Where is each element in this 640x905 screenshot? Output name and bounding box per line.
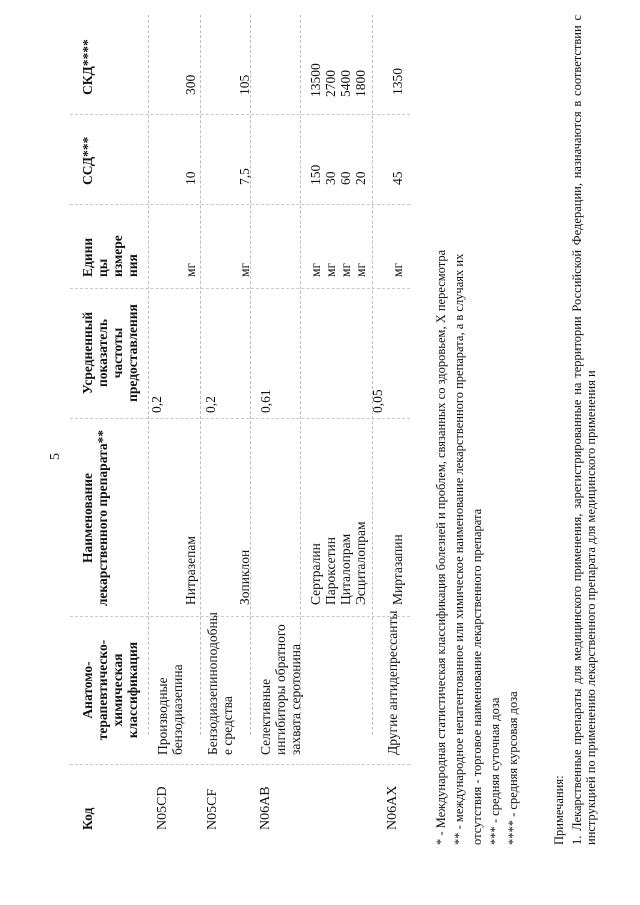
row-atc: Производные бензодиазепина xyxy=(155,664,185,755)
drug-skd: 105 xyxy=(237,74,252,95)
header-rule xyxy=(148,15,149,735)
drug-ssd: 10 xyxy=(183,171,198,185)
footnote: **** - средняя курсовая доза xyxy=(506,691,520,845)
page-number: 5 xyxy=(48,453,63,460)
header-ssd: ССД*** xyxy=(80,136,95,185)
drug-ssd-list xyxy=(308,165,368,185)
drug-ssd: 150 xyxy=(308,164,323,185)
footnotes xyxy=(432,250,522,845)
column-rule xyxy=(70,616,410,617)
row-frequency: 0,2 xyxy=(149,396,164,413)
notes-title: Примечания: xyxy=(552,775,566,845)
drug-unit: мг xyxy=(237,262,252,277)
footnote: *** - средняя суточная доза xyxy=(488,697,502,845)
drug-unit: мг xyxy=(338,262,353,277)
drug-name: Пароксетин xyxy=(323,537,338,605)
row-code: N06AX xyxy=(385,785,400,830)
row-atc: Бензодиазепиноподобны е средства xyxy=(205,612,235,755)
row-frequency: 0,2 xyxy=(203,396,218,413)
drug-ssd: 7,5 xyxy=(237,168,252,185)
row-frequency: 0,61 xyxy=(258,389,273,413)
drug-skd-list xyxy=(308,63,368,97)
column-rule xyxy=(70,418,410,419)
header-atc: Анатомо- терапевтическо- химическая классификация xyxy=(80,639,140,741)
row-rule xyxy=(250,15,251,735)
row-code: N05CD xyxy=(155,786,170,830)
header-unit: Едини цы измере ния xyxy=(80,235,140,277)
footnote: ** - международное непатентованное или химическое наименование лекарственного препарата, а в случаях их xyxy=(452,253,466,845)
drug-skd: 2700 xyxy=(323,70,338,97)
drug-name: Циталопрам xyxy=(338,533,353,605)
drug-unit: мг xyxy=(353,262,368,277)
drug-skd: 1800 xyxy=(353,70,368,97)
drug-ssd: 45 xyxy=(390,171,405,185)
drug-skd: 1350 xyxy=(390,68,405,95)
header-frequency: Усредненный показатель частоты предоставления xyxy=(80,304,140,402)
notes-text: 1. Лекарственные препараты для медицинского применения, зарегистрированные на территории Российской Федерации, назначаются в соответствии с инструкцией по применению лекарственного препарата для медицинского применения и xyxy=(570,15,598,845)
drug-ssd: 30 xyxy=(323,171,338,185)
header-code: Код xyxy=(80,807,95,830)
drug-name: Нитразепам xyxy=(183,536,198,605)
drug-unit: мг xyxy=(390,262,405,277)
drug-skd: 13500 xyxy=(308,63,323,97)
row-atc: Селективные ингибиторы обратного захвата серотонина xyxy=(258,624,303,755)
footnote: отсутствия - торговое наименование лекарственного препарата xyxy=(470,508,484,845)
row-code: N05CF xyxy=(205,788,220,830)
header-skd: СКД**** xyxy=(80,39,95,95)
drug-ssd: 60 xyxy=(338,171,353,185)
row-rule xyxy=(200,15,201,735)
drug-unit: мг xyxy=(323,262,338,277)
footnote: * - Международная статистическая классификация болезней и проблем, связанных со здоровьем, X пересмотра xyxy=(434,249,448,845)
drug-name: Зопиклон xyxy=(237,549,252,605)
row-rule xyxy=(372,15,373,735)
drug-unit: мг xyxy=(183,262,198,277)
drug-unit-list xyxy=(308,263,368,277)
drug-name-list xyxy=(308,521,368,605)
drug-ssd: 20 xyxy=(353,171,368,185)
header-drug: Наименование лекарственного препарата** xyxy=(80,429,110,607)
drug-name: Эсциталопрам xyxy=(353,521,368,605)
column-rule xyxy=(70,204,410,205)
row-frequency: 0,05 xyxy=(370,389,385,413)
drug-name: Миртазапин xyxy=(390,534,405,605)
drug-name: Сертралин xyxy=(308,543,323,605)
column-rule xyxy=(70,764,410,765)
row-code: N06AB xyxy=(258,786,273,830)
drug-unit: мг xyxy=(308,262,323,277)
drug-skd: 5400 xyxy=(338,70,353,97)
column-rule xyxy=(70,114,410,115)
drug-skd: 300 xyxy=(183,74,198,95)
row-atc: Другие антидепрессанты xyxy=(385,610,400,755)
column-rule xyxy=(70,288,410,289)
